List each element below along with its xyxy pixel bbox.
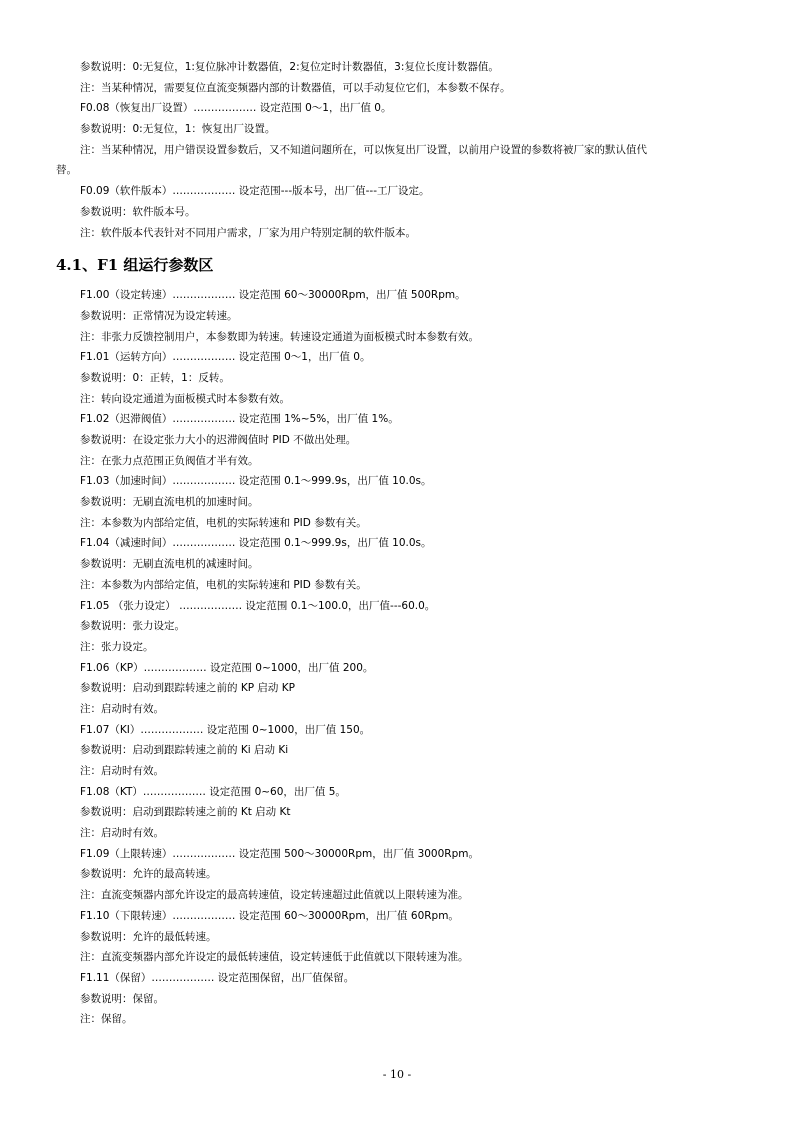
text-line: F1.09（上限转速）……………… 设定范围 500～30000Rpm，出厂值 3000Rpm。 <box>80 847 479 860</box>
text-line: 注：启动时有效。 <box>80 702 164 715</box>
text-line: 注：直流变频器内部允许设定的最低转速值，设定转速低于此值就以下限转速为准。 <box>80 951 469 964</box>
text-line: 参数说明：张力设定。 <box>80 620 185 633</box>
section-heading: 4.1、F1 组运行参数区 <box>56 256 214 275</box>
text-line: 替。 <box>56 164 77 177</box>
text-line: 注：当某种情况，用户错误设置参数后，又不知道问题所在，可以恢复出厂设置，以前用户设置的参数将被厂家的默认值代 <box>80 143 647 156</box>
text-line: 参数说明：在设定张力大小的迟滞阀值时 PID 不做出处理。 <box>80 434 357 446</box>
text-line: F1.05 （张力设定） ……………… 设定范围 0.1～100.0，出厂值---60.0。 <box>80 599 436 612</box>
text-line: 参数说明：软件版本号。 <box>80 205 196 218</box>
text-line: F0.08（恢复出厂设置）……………… 设定范围 0～1，出厂值 0。 <box>80 102 392 115</box>
text-line: 注：转向设定通道为面板模式时本参数有效。 <box>80 392 290 405</box>
text-line: 参数说明：允许的最高转速。 <box>80 868 217 881</box>
text-line: 注：在张力点范围正负阀值才半有效。 <box>80 454 259 467</box>
text-line: F1.01（运转方向）……………… 设定范围 0～1，出厂值 0。 <box>80 351 371 364</box>
text-line: 注：直流变频器内部允许设定的最高转速值，设定转速超过此值就以上限转速为准。 <box>80 889 469 902</box>
text-line: F1.08（KT）……………… 设定范围 0~60，出厂值 5。 <box>80 785 346 798</box>
text-line: 参数说明：0：正转，1：反转。 <box>80 371 230 384</box>
text-line: F1.00（设定转速）……………… 设定范围 60～30000Rpm，出厂值 500Rpm。 <box>80 289 466 302</box>
text-line: 参数说明：无刷直流电机的减速时间。 <box>80 558 259 571</box>
text-line: F0.09（软件版本）……………… 设定范围---版本号，出厂值---工厂设定。 <box>80 185 430 198</box>
text-line: F1.11（保留）……………… 设定范围保留，出厂值保留。 <box>80 971 355 984</box>
text-line: F1.03（加速时间）……………… 设定范围 0.1～999.9s，出厂值 10.0s。 <box>80 475 432 488</box>
text-line: F1.10（下限转速）……………… 设定范围 60～30000Rpm，出厂值 60Rpm。 <box>80 909 459 922</box>
text-line: 参数说明：保留。 <box>80 992 164 1005</box>
text-line: 参数说明：0:无复位，1：恢复出厂设置。 <box>80 123 276 136</box>
text-line: 注：本参数为内部给定值，电机的实际转速和 PID 参数有关。 <box>80 578 367 591</box>
text-line: 参数说明：无刷直流电机的加速时间。 <box>80 496 259 509</box>
page-content <box>56 57 746 1030</box>
page-number: - 10 - <box>382 1068 412 1081</box>
text-line: F1.02（迟滞阀值）……………… 设定范围 1%~5%，出厂值 1%。 <box>80 413 399 426</box>
text-line: 参数说明：0:无复位，1:复位脉冲计数器值，2:复位定时计数器值，3:复位长度计数器值。 <box>80 61 499 73</box>
text-line: 注：当某种情况，需要复位直流变频器内部的计数器值，可以手动复位它们，本参数不保存。 <box>80 81 511 94</box>
text-line: F1.07（KI）……………… 设定范围 0~1000，出厂值 150。 <box>80 723 371 736</box>
text-line: 参数说明：正常情况为设定转速。 <box>80 309 238 322</box>
text-line: 注：保留。 <box>80 1013 133 1026</box>
text-line: 注：张力设定。 <box>80 640 154 653</box>
text-line: 注：软件版本代表针对不同用户需求，厂家为用户特别定制的软件版本。 <box>80 226 416 239</box>
text-line: 注：启动时有效。 <box>80 765 164 777</box>
text-line: 参数说明：启动到跟踪转速之前的 Kt 启动 Kt <box>80 806 291 819</box>
text-line: 参数说明：启动到跟踪转速之前的 Ki 启动 Ki <box>80 744 289 757</box>
text-line: 参数说明：启动到跟踪转速之前的 KP 启动 KP <box>80 682 295 695</box>
text-line: 注：非张力反馈控制用户，本参数即为转速。转速设定通道为面板模式时本参数有效。 <box>80 330 479 343</box>
text-line: 注：启动时有效。 <box>80 827 164 840</box>
text-line: 参数说明：允许的最低转速。 <box>80 930 217 943</box>
text-line: F1.04（减速时间）……………… 设定范围 0.1～999.9s，出厂值 10.0s。 <box>80 537 432 550</box>
text-line: F1.06（KP）……………… 设定范围 0~1000，出厂值 200。 <box>80 661 374 674</box>
text-line: 注：本参数为内部给定值，电机的实际转速和 PID 参数有关。 <box>80 516 367 529</box>
